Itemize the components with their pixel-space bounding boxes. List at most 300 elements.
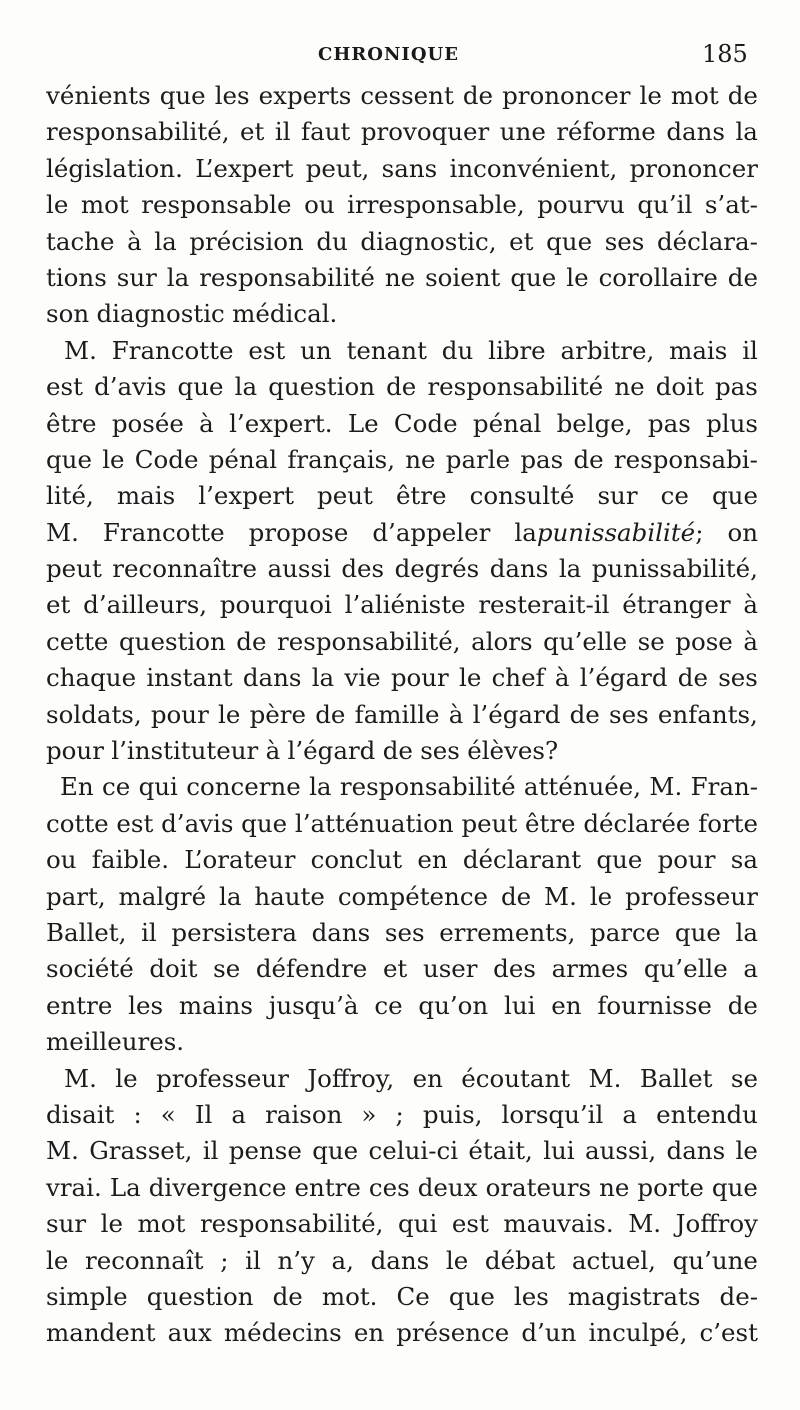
word: sans [381, 153, 438, 183]
word: plus [706, 408, 758, 438]
word: que [674, 917, 721, 947]
word: entendu [656, 1099, 758, 1129]
word: déclara- [656, 226, 758, 256]
word: reconnaître [112, 554, 258, 584]
word: resterait-il [478, 590, 610, 620]
word: M. [649, 772, 683, 802]
text-line [46, 951, 758, 987]
word: l’égard [579, 663, 668, 693]
word: sur [597, 481, 638, 511]
word: déclarant [462, 845, 582, 875]
word: l’instituteur [111, 736, 259, 766]
word: question [118, 626, 226, 656]
word: vrai. [46, 1172, 102, 1202]
word: de [462, 81, 494, 110]
word: que [312, 1136, 359, 1166]
word: Joffroy, [307, 1063, 395, 1093]
word: responsabilité, [199, 1209, 384, 1239]
word: errements, [439, 917, 576, 947]
word: conclut [310, 845, 403, 875]
text-line [46, 624, 758, 660]
word: aux [167, 1318, 212, 1348]
word: diagnostic, [360, 226, 497, 256]
word: prononcer [629, 153, 758, 183]
word: Code [393, 408, 458, 438]
word: le [445, 1245, 469, 1275]
word: la [154, 226, 177, 256]
word: doit [655, 372, 704, 402]
word: qu’elle [543, 626, 628, 656]
word: est [451, 1209, 489, 1239]
word: pense [228, 1136, 302, 1166]
word: parle [445, 444, 511, 474]
word: être [395, 481, 447, 511]
word: l’égard [472, 699, 561, 729]
word: ses [609, 699, 649, 729]
word: pénal [208, 444, 278, 474]
word: père [249, 699, 306, 729]
word: de [315, 699, 346, 729]
word: vie [344, 663, 381, 693]
body-text [46, 78, 758, 1352]
word: pour [46, 736, 104, 766]
word: malgré [118, 881, 207, 911]
word: inconvénient, [449, 153, 618, 183]
text-line [46, 260, 758, 296]
word: à [265, 736, 281, 766]
word: cette [46, 626, 109, 656]
word: lui [543, 1136, 575, 1166]
word: a [743, 954, 758, 984]
word: le [218, 699, 241, 729]
word: Le [347, 408, 379, 438]
text-line [46, 151, 758, 187]
word: dans [666, 117, 725, 147]
word: ; [395, 1099, 404, 1129]
word: meilleures. [46, 1027, 185, 1057]
word: débat [484, 1245, 556, 1275]
word: une [499, 117, 546, 147]
word: on [727, 517, 758, 547]
word: le [46, 190, 69, 220]
word: forte [698, 808, 758, 838]
word: pour [150, 699, 209, 729]
word: faible. [91, 845, 170, 875]
word: M. [46, 517, 79, 547]
word: être [46, 408, 97, 438]
text-line [46, 1315, 758, 1351]
word: pas [647, 408, 691, 438]
word: actuel, [571, 1245, 656, 1275]
word: Ce [396, 1281, 430, 1311]
word: chaque [46, 663, 137, 693]
word: Fran- [690, 772, 758, 802]
word: écoutant [461, 1063, 571, 1093]
word: se [213, 954, 241, 984]
word: pas [520, 444, 564, 474]
text-line [46, 1133, 758, 1169]
text-line [46, 296, 758, 332]
word: mot [137, 1209, 186, 1239]
word: part, [46, 881, 106, 911]
word: irresponsable, [347, 190, 525, 220]
word: que [596, 845, 643, 875]
word: la [735, 917, 758, 947]
word: se [637, 626, 665, 656]
word: peut [46, 554, 102, 584]
word: dans [311, 917, 371, 947]
word: d’un [521, 1318, 577, 1348]
word: que [46, 444, 92, 474]
word: le [735, 1136, 758, 1166]
word: le [639, 81, 662, 110]
word: M. [64, 1063, 97, 1093]
word: législation. [46, 153, 183, 183]
word: question [146, 1281, 254, 1311]
word: Francotte [102, 517, 225, 547]
word: responsable [141, 190, 292, 220]
word: le [566, 262, 589, 292]
word: provoquer [360, 117, 490, 147]
word: réforme [556, 117, 656, 147]
word: en [353, 1318, 385, 1348]
word: ne [384, 262, 416, 292]
word: déclarée [583, 808, 691, 838]
word: L’orateur [184, 845, 296, 875]
word: divergence [148, 1172, 287, 1202]
word: le [100, 1209, 123, 1239]
word: tions [46, 262, 107, 292]
text-line [46, 1061, 758, 1097]
word: la [234, 372, 258, 402]
word: Il [194, 1099, 213, 1129]
word: qu’une [672, 1245, 758, 1275]
word: belge, [556, 408, 633, 438]
word: lorsqu’il [501, 1099, 604, 1129]
word: M. [588, 1063, 622, 1093]
word: d’avis [94, 372, 167, 402]
word: l’expert [198, 481, 294, 511]
word: cotte [46, 808, 109, 838]
word: d’appeler [372, 517, 491, 547]
word: en [417, 845, 448, 875]
word: que [159, 81, 206, 110]
word: responsabilité [199, 262, 375, 292]
word: ne [405, 444, 436, 474]
word: soldats, [46, 699, 142, 729]
word: ne [614, 372, 645, 402]
word: il [274, 117, 291, 147]
word: pour [390, 663, 449, 693]
word: et [509, 226, 534, 256]
word: alors [471, 626, 533, 656]
word: d’ailleurs, [83, 590, 208, 620]
word: orateurs [485, 1172, 592, 1202]
word: M. [46, 1136, 79, 1166]
word: qui [138, 772, 178, 802]
word: faut [301, 117, 351, 147]
word: responsabilité [427, 372, 604, 402]
word: à [199, 408, 214, 438]
word: responsabilité [339, 772, 516, 802]
word: vénients [46, 81, 151, 110]
word: d’avis [161, 808, 234, 838]
word: est [116, 808, 154, 838]
word: arbitre, [560, 335, 655, 365]
word: mais [116, 481, 176, 511]
word: s’at- [704, 190, 758, 220]
text-line [46, 478, 758, 514]
word: simple [46, 1281, 128, 1311]
word: à [743, 590, 758, 620]
text-line [46, 915, 758, 951]
word: la [558, 554, 582, 584]
word: Code [134, 444, 199, 474]
word: mot [80, 190, 129, 220]
word: la [309, 772, 332, 802]
word: experts [258, 81, 352, 110]
word: ses [384, 917, 425, 947]
word: l’aliéniste [344, 590, 466, 620]
word: le [589, 881, 613, 911]
word: corollaire [598, 262, 718, 292]
word: et [46, 590, 71, 620]
word: propose [248, 517, 349, 547]
word: de [727, 262, 758, 292]
word: pas [715, 372, 758, 402]
word: un [300, 335, 332, 365]
word: c’est [699, 1318, 758, 1348]
word: jusqu’à [268, 990, 359, 1020]
word: que [177, 372, 224, 402]
word: élèves? [467, 736, 559, 766]
text-line [46, 406, 758, 442]
word: de [727, 81, 758, 110]
word: Francotte [111, 335, 234, 365]
word: reconnaît [85, 1245, 204, 1275]
word: question [268, 372, 375, 402]
page-header [0, 34, 800, 74]
running-title: CHRONIQUE [318, 44, 459, 65]
word: ou [304, 190, 335, 220]
word: posée [111, 408, 184, 438]
word: pourquoi [219, 590, 332, 620]
word: responsabi- [613, 444, 758, 474]
word: ce [660, 481, 689, 511]
word: le [458, 663, 482, 693]
word: degrés [394, 554, 480, 584]
word: ses [420, 736, 460, 766]
word: la [219, 881, 242, 911]
text-line [46, 769, 758, 805]
text-line [46, 333, 758, 369]
word: médical. [232, 299, 338, 329]
word: le [115, 1063, 138, 1093]
word: qui [398, 1209, 438, 1239]
word: en [551, 990, 582, 1020]
word: haute [254, 881, 325, 911]
word: de- [719, 1281, 758, 1311]
word: magistrats [567, 1281, 701, 1311]
word: ses [604, 226, 645, 256]
text-line [46, 1170, 758, 1206]
word: soient [425, 262, 501, 292]
word: prononcer [502, 81, 631, 110]
word: famille [354, 699, 440, 729]
word: était, [468, 1136, 533, 1166]
word: que [510, 262, 557, 292]
word: des [341, 554, 385, 584]
word: lapunissabilité; [514, 517, 704, 547]
word: de [382, 736, 413, 766]
word: celui-ci [368, 1136, 459, 1166]
word: l’égard [287, 736, 376, 766]
word: ce [374, 990, 403, 1020]
text-line [46, 806, 758, 842]
word: étranger [622, 590, 731, 620]
word: du [316, 226, 348, 256]
word: est [46, 372, 83, 402]
word: que [546, 226, 593, 256]
word: lui [504, 990, 536, 1020]
word: doit [149, 954, 198, 984]
word: mot [670, 81, 719, 110]
word: qu’il [637, 190, 693, 220]
word: est [248, 335, 286, 365]
text-line [46, 515, 758, 551]
text-line [46, 224, 758, 260]
word: qu’elle [643, 954, 728, 984]
word: les [128, 990, 164, 1020]
word: a [231, 1099, 247, 1129]
word: peut [461, 808, 518, 838]
text-line [46, 78, 758, 114]
word: entre [294, 1172, 361, 1202]
word: responsabilité, [46, 117, 230, 147]
text-line [46, 842, 758, 878]
word: mot. [321, 1281, 378, 1311]
word: M. [628, 1209, 662, 1239]
word: se [730, 1063, 758, 1093]
word: atténuée, [523, 772, 642, 802]
word: parce [590, 917, 661, 947]
word: à [743, 626, 758, 656]
text-line [46, 1206, 758, 1242]
word: la [166, 262, 190, 292]
word: M. [544, 881, 577, 911]
word: l’atténuation [294, 808, 454, 838]
word: peut, [305, 153, 370, 183]
word: à [448, 699, 464, 729]
word: mandent [46, 1318, 156, 1348]
word: défendre [255, 954, 368, 984]
word: pénal [472, 408, 542, 438]
word: des [493, 954, 536, 984]
word: armes [551, 954, 629, 984]
word: le [102, 444, 125, 474]
word: ne [599, 1172, 630, 1202]
text-line [46, 551, 758, 587]
word: professeur [156, 1063, 289, 1093]
word: de [573, 444, 604, 474]
word: il [245, 1245, 261, 1275]
word: présence [396, 1318, 510, 1348]
word: de [727, 990, 758, 1020]
word: a, [331, 1245, 354, 1275]
text-line [46, 988, 758, 1024]
text-line [46, 733, 758, 769]
word: inculpé, [588, 1318, 688, 1348]
word: aussi [267, 554, 331, 584]
word: il [742, 335, 758, 365]
word: de [500, 881, 532, 911]
word: « [160, 1099, 176, 1129]
word: diagnostic [96, 299, 225, 329]
word: punissabilité, [591, 554, 758, 584]
word: sur [116, 262, 157, 292]
word: Ballet [639, 1063, 713, 1093]
word: de [272, 1281, 303, 1311]
word: a [622, 1099, 638, 1129]
word: que [711, 481, 758, 511]
word: disait [46, 1099, 115, 1129]
word: fournisse [597, 990, 712, 1020]
word: de [677, 663, 708, 693]
word: mains [178, 990, 253, 1020]
word: dans [489, 554, 549, 584]
word: ou [46, 845, 77, 875]
word: La [109, 1172, 141, 1202]
word: peut [317, 481, 373, 511]
text-line [46, 1243, 758, 1279]
word: consulté [469, 481, 575, 511]
word: le [46, 1245, 69, 1275]
text-line [46, 1024, 758, 1060]
word: ; [220, 1245, 229, 1275]
text-line [46, 369, 758, 405]
word: tache [46, 226, 115, 256]
word: persistera [171, 917, 297, 947]
word: l’expert. [229, 408, 333, 438]
word: instant [146, 663, 233, 693]
text-line [46, 660, 758, 696]
word: que [448, 1281, 495, 1311]
word: sur [46, 1209, 87, 1239]
word: ces [368, 1172, 410, 1202]
word: puis, [422, 1099, 483, 1129]
word: français, [287, 444, 396, 474]
word: qu’on [418, 990, 489, 1020]
word: la [735, 117, 758, 147]
word: ce [102, 772, 131, 802]
text-line [46, 187, 758, 223]
word: pourvu [537, 190, 625, 220]
word: les [513, 1281, 549, 1311]
word: Ballet, [46, 917, 127, 947]
word: en [412, 1063, 443, 1093]
word: n’y [277, 1245, 315, 1275]
text-line [46, 442, 758, 478]
text-line [46, 1279, 758, 1315]
word: du [441, 335, 474, 365]
word: dans [242, 663, 302, 693]
word: ses [718, 663, 758, 693]
word: » [361, 1099, 377, 1129]
word: Grasset, [89, 1136, 193, 1166]
word: porte [637, 1172, 704, 1202]
word: la [311, 663, 335, 693]
word: sa [730, 845, 758, 875]
